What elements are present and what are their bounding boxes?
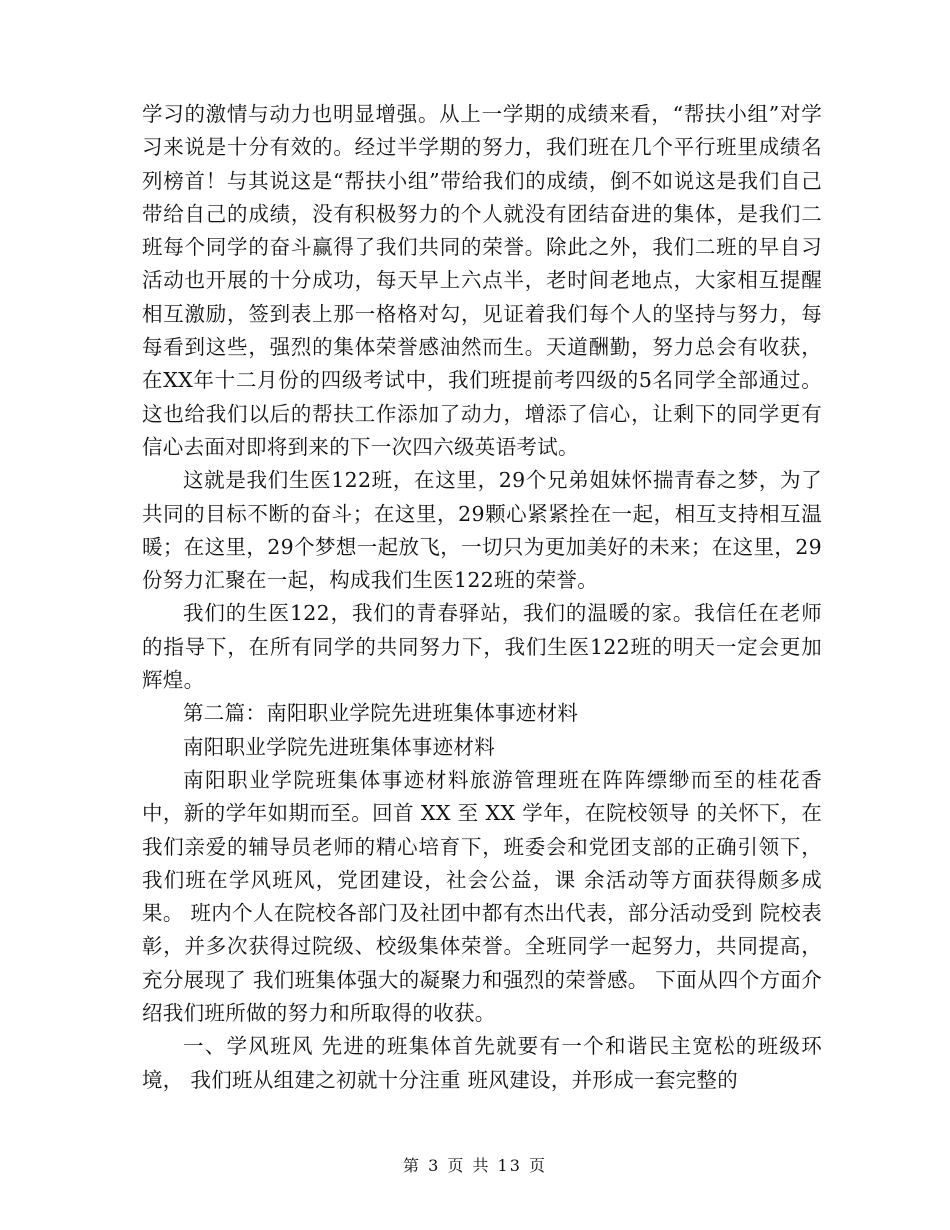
paragraph-class-122: 这就是我们生医122班，在这里，29个兄弟姐妹怀揣青春之梦，为了共同的目标不断的奋斗；在这里，29颗心紧紧拴在一起，相互支持相互温暖；在这里，29个梦想一起放飞，一切只为更加美好的未来；在这里，29份努力汇聚在一起，构成我们生医122班的荣誉。 [142, 468, 822, 593]
paragraph-exam-results: 学习的激情与动力也明显增强。从上一学期的成绩来看，“帮扶小组”对学习来说是十分有效的。经过半学期的努力，我们班在几个平行班里成绩名列榜首！与其说这是“帮扶小组”带给我们的成绩，倒不如说这是我们自己带给自己的成绩，没有积极努力的个人就没有团结奋进的集体，是我们二班每个同学的奋斗赢得了我们共同的荣誉。除此之外，我们二班的早自习活动也开展的十分成功，每天早上六点半，老时间老地点，大家相互提醒相互激励，签到表上那一格格对勾，见证着我们每个人的坚持与努力，每每看到这些，强烈的集体荣誉感油然而生。天道酬勤，努力总会有收获，在XX年十二月份的四级考试中，我们班提前考四级的5名同学全部通过。这也给我们以后的帮扶工作添加了动力，增添了信心，让剩下的同学更有信心去面对即将到来的下一次四六级英语考试。 [142, 102, 822, 459]
document-title: 南阳职业学院先进班集体事迹材料 [183, 734, 495, 759]
paragraph-study-style: 一、学风班风 先进的班集体首先就要有一个和谐民主宽松的班级环境， 我们班从组建之初就十分注重 班风建设，并形成一套完整的 [142, 1034, 822, 1092]
section-heading-part-two: 第二篇：南阳职业学院先进班集体事迹材料 [183, 701, 579, 726]
paragraph-introduction: 南阳职业学院班集体事迹材料旅游管理班在阵阵缥缈而至的桂花香中，新的学年如期而至。回首 XX 至 XX 学年，在院校领导 的关怀下，在我们亲爱的辅导员老师的精心培育下，班委会和党团支部的正确引领下， 我们班在学风班风，党团建设，社会公益，课 余活动等方面获得颇多成果。 班内个人在院校各部门及社团中都有杰出代表，部分活动受到 院校表彰，并多次获得过院级、校级集体荣誉。全班同学一起努力，共同提高，充分展现了 我们班集体强大的凝聚力和强烈的荣誉感。 下面从四个方面介绍我们班所做的努力和所取得的收获。 [142, 767, 822, 1026]
document-body [142, 98, 822, 1097]
paragraph-conclusion: 我们的生医122，我们的青春驿站，我们的温暖的家。我信任在老师的指导下，在所有同学的共同努力下，我们生医122班的明天一定会更加辉煌。 [142, 601, 822, 693]
page-number-footer: 第 3 页 共 13 页 [403, 1156, 547, 1175]
